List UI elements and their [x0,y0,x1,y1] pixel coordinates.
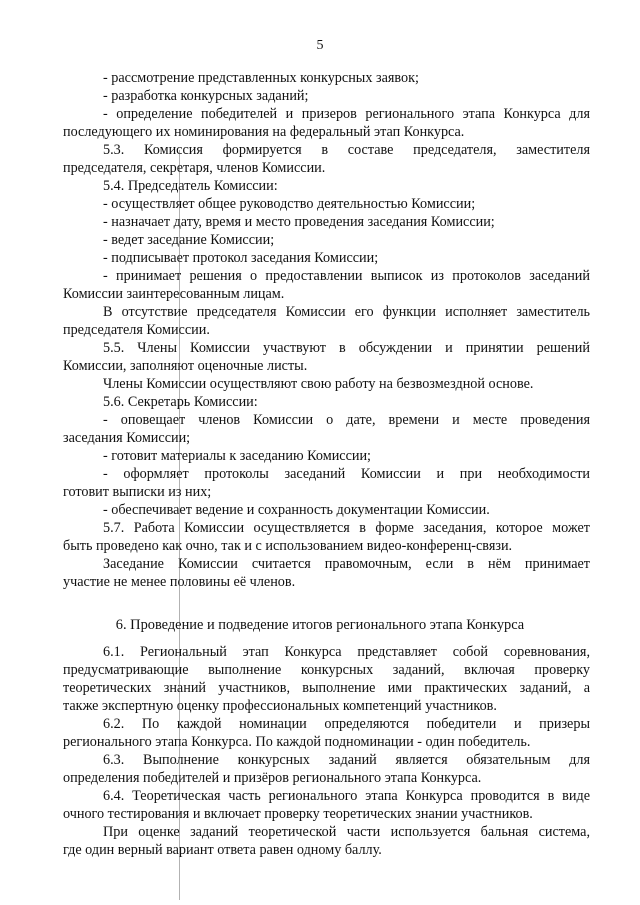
text-line: также экспертную оценку профессиональных компетенций участников. [63,698,497,714]
text-line: 6.2. По каждой номинации определяются победители и призеры [103,716,590,732]
text-line: - ведет заседание Комиссии; [103,232,275,248]
text-line: теоретических знаний участников, выполнение ими практических заданий, а [63,680,590,696]
text-line: заседания Комиссии; [63,430,191,446]
text-line: регионального этапа Конкурса. По каждой подноминации - один победитель. [63,734,531,750]
text-line: последующего их номинирования на федеральный этап Конкурса. [63,124,465,140]
text-line: 6.4. Теоретическая часть регионального этапа Конкурса проводится в виде [103,788,590,804]
text-line: 5.6. Секретарь Комиссии: [103,394,258,410]
scan-fold-line [179,150,180,900]
text-line: - рассмотрение представленных конкурсных заявок; [103,70,419,86]
text-line: Комиссии, заполняют оценочные листы. [63,358,308,374]
text-line: - готовит материалы к заседанию Комиссии; [103,448,372,464]
text-line: - определение победителей и призеров регионального этапа Конкурса для [103,106,590,122]
text-line: - осуществляет общее руководство деятельностью Комиссии; [103,196,476,212]
text-line: где один верный вариант ответа равен одному баллу. [63,842,382,858]
text-line: При оценке заданий теоретической части используется бальная система, [103,824,590,840]
text-line: 6.3. Выполнение конкурсных заданий является обязательным для [103,752,590,768]
text-line: очного тестирования и включает проверку теоретических знании участников. [63,806,533,822]
text-line: 5.3. Комиссия формируется в составе председателя, заместителя [103,142,590,158]
section-heading: 6. Проведение и подведение итогов регионального этапа Конкурса [115,617,525,633]
text-line: 5.4. Председатель Комиссии: [103,178,278,194]
text-line: Комиссии заинтересованным лицам. [63,286,285,302]
text-line: - обеспечивает ведение и сохранность документации Комиссии. [103,502,490,518]
page-number: 5 [316,38,324,53]
text-line: участие не менее половины её членов. [63,574,296,590]
text-line: 6.1. Региональный этап Конкурса представляет собой соревнования, [103,644,590,660]
text-line: - оповещает членов Комиссии о дате, времени и месте проведения [103,412,590,428]
text-line: председателя, секретаря, членов Комиссии. [63,160,326,176]
text-line: предусматривающие выполнение конкурсных заданий, включая проверку [63,662,590,678]
text-line: председателя Комиссии. [63,322,210,338]
text-line: 5.7. Работа Комиссии осуществляется в форме заседания, которое может [103,520,590,536]
text-line: - оформляет протоколы заседаний Комиссии и при необходимости [103,466,590,482]
text-line: - разработка конкурсных заданий; [103,88,309,104]
text-line: - принимает решения о предоставлении выписок из протоколов заседаний [103,268,590,284]
text-line: готовит выписки из них; [63,484,212,500]
text-line: определения победителей и призёров регионального этапа Конкурса. [63,770,482,786]
text-line: В отсутствие председателя Комиссии его функции исполняет заместитель [103,304,590,320]
text-line: Заседание Комиссии считается правомочным, если в нём принимает [103,556,590,572]
text-line: 5.5. Члены Комиссии участвуют в обсуждении и принятии решений [103,340,590,356]
text-line: Члены Комиссии осуществляют свою работу на безвозмездной основе. [103,376,534,392]
text-line: - назначает дату, время и место проведения заседания Комиссии; [103,214,495,230]
text-line: - подписывает протокол заседания Комиссии; [103,250,379,266]
text-line: быть проведено как очно, так и с использованием видео-конференц-связи. [63,538,513,554]
